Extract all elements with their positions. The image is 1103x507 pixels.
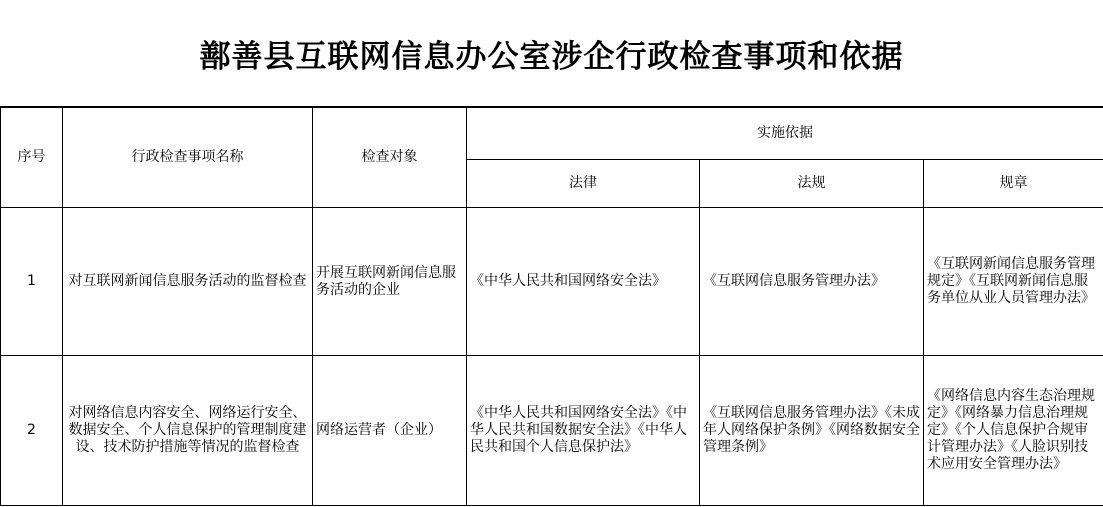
title-bar (0, 0, 1103, 107)
row-law: 《中华人民共和国网络安全法》 (467, 208, 700, 356)
row-rules: 《网络信息内容生态治理规定》《网络暴力信息治理规定》《个人信息保护合规审计管理办法》《人脸识别技术应用安全管理办法》 (924, 356, 1103, 506)
row-regulation: 《互联网信息服务管理办法》 (700, 208, 924, 356)
table-row (1, 208, 1103, 356)
row-target: 开展互联网新闻信息服务活动的企业 (313, 208, 467, 356)
row-rules: 《互联网新闻信息服务管理规定》《互联网新闻信息服务单位从业人员管理办法》 (924, 208, 1103, 356)
header-item-name: 行政检查事项名称 (63, 108, 313, 208)
row-target: 网络运营者（企业） (313, 356, 467, 506)
row-law: 《中华人民共和国网络安全法》《中华人民共和国数据安全法》《中华人民共和国个人信息保护法》 (467, 356, 700, 506)
inspection-table (0, 107, 1103, 506)
header-row-1 (1, 108, 1103, 160)
header-basis: 实施依据 (467, 108, 1103, 160)
row-seq: 2 (1, 356, 63, 506)
header-rules: 规章 (924, 160, 1103, 208)
row-seq: 1 (1, 208, 63, 356)
header-target: 检查对象 (313, 108, 467, 208)
page-title: 鄯善县互联网信息办公室涉企行政检查事项和依据 (199, 38, 904, 75)
header-law: 法律 (467, 160, 700, 208)
row-item-name: 对互联网新闻信息服务活动的监督检查 (63, 208, 313, 356)
table-row (1, 356, 1103, 506)
row-regulation: 《互联网信息服务管理办法》《未成年人网络保护条例》《网络数据安全管理条例》 (700, 356, 924, 506)
header-seq: 序号 (1, 108, 63, 208)
header-regulation: 法规 (700, 160, 924, 208)
row-item-name: 对网络信息内容安全、网络运行安全、数据安全、个人信息保护的管理制度建设、技术防护措施等情况的监督检查 (63, 356, 313, 506)
